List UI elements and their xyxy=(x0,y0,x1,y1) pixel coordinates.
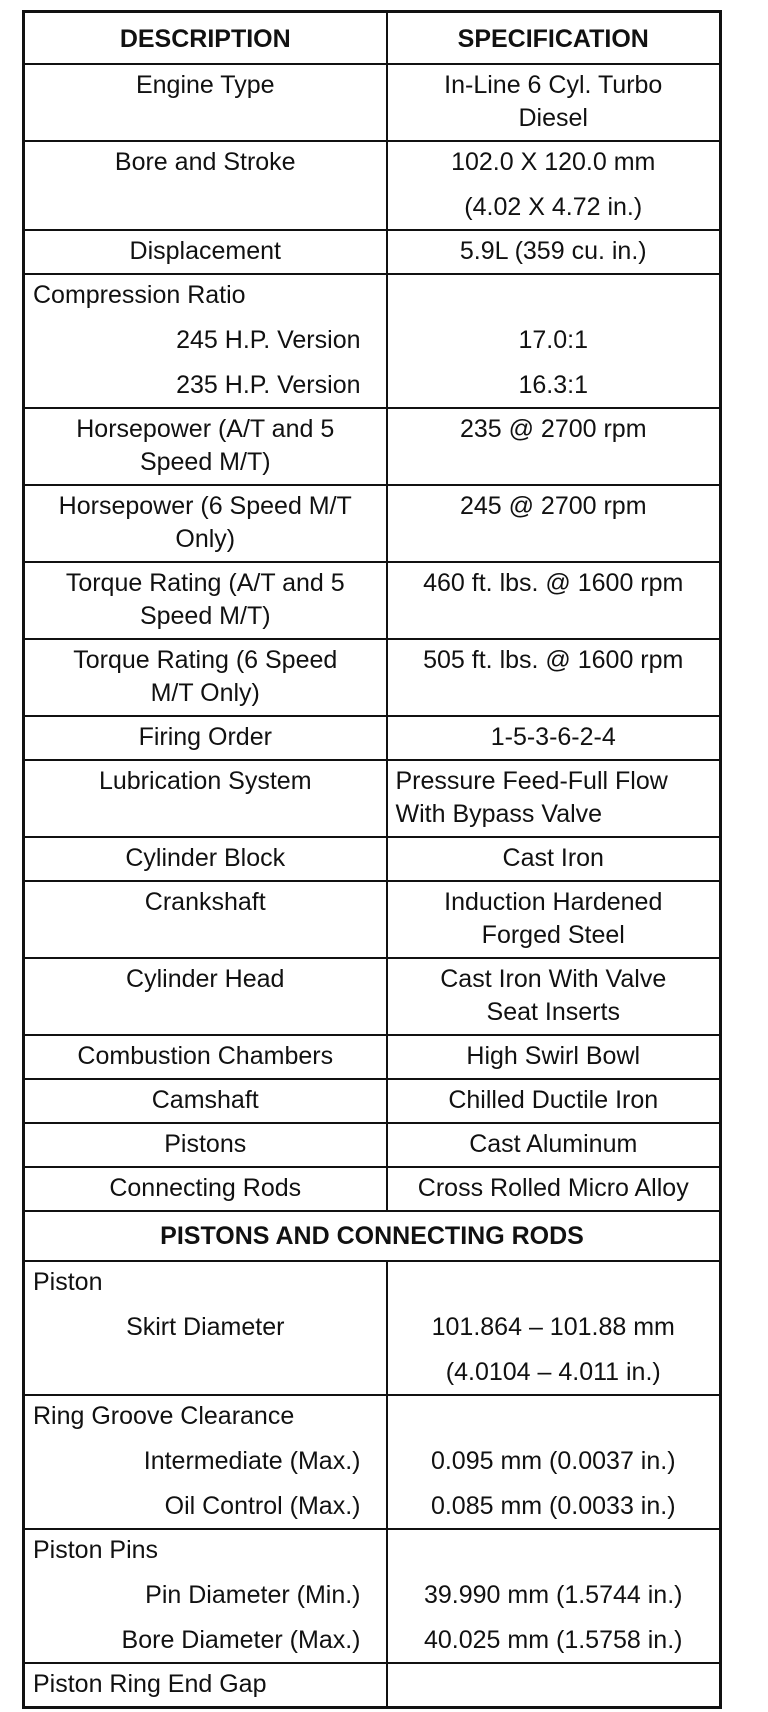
displacement-label: Displacement xyxy=(24,230,387,274)
lubrication-label: Lubrication System xyxy=(24,760,387,837)
table-row xyxy=(24,64,721,141)
table-row xyxy=(24,1167,721,1211)
connecting-rods-value: Cross Rolled Micro Alloy xyxy=(387,1167,721,1211)
table-header-row xyxy=(24,12,721,65)
horsepower-at5-value: 235 @ 2700 rpm xyxy=(387,408,721,485)
torque-at5-value: 460 ft. lbs. @ 1600 rpm xyxy=(387,562,721,639)
piston-values: 101.864 – 101.88 mm (4.0104 – 4.011 in.) xyxy=(387,1261,721,1395)
horsepower-6-value: 245 @ 2700 rpm xyxy=(387,485,721,562)
piston-label: Piston Skirt Diameter xyxy=(24,1261,387,1395)
horsepower-at5-label: Horsepower (A/T and 5 Speed M/T) xyxy=(24,408,387,485)
description-column-header: DESCRIPTION xyxy=(24,12,387,65)
firing-order-label: Firing Order xyxy=(24,716,387,760)
table-row xyxy=(24,274,721,408)
bore-stroke-label: Bore and Stroke xyxy=(24,141,387,230)
section-title-pistons-rods: PISTONS AND CONNECTING RODS xyxy=(24,1211,721,1261)
table-row xyxy=(24,485,721,562)
pistons-label: Pistons xyxy=(24,1123,387,1167)
camshaft-value: Chilled Ductile Iron xyxy=(387,1079,721,1123)
lubrication-value: Pressure Feed-Full Flow With Bypass Valve xyxy=(387,760,721,837)
combustion-chambers-value: High Swirl Bowl xyxy=(387,1035,721,1079)
table-row xyxy=(24,1529,721,1663)
table-row xyxy=(24,562,721,639)
cylinder-block-label: Cylinder Block xyxy=(24,837,387,881)
table-row xyxy=(24,1123,721,1167)
ring-groove-values: 0.095 mm (0.0037 in.) 0.085 mm (0.0033 in.) xyxy=(387,1395,721,1529)
section-header-row xyxy=(24,1211,721,1261)
table-row xyxy=(24,958,721,1035)
camshaft-label: Camshaft xyxy=(24,1079,387,1123)
torque-6-value: 505 ft. lbs. @ 1600 rpm xyxy=(387,639,721,716)
specification-column-header: SPECIFICATION xyxy=(387,12,721,65)
ring-end-gap-value xyxy=(387,1663,721,1708)
engine-type-value: In-Line 6 Cyl. Turbo Diesel xyxy=(387,64,721,141)
engine-specification-table xyxy=(22,10,722,1709)
torque-6-label: Torque Rating (6 Speed M/T Only) xyxy=(24,639,387,716)
connecting-rods-label: Connecting Rods xyxy=(24,1167,387,1211)
ring-groove-label: Ring Groove Clearance Intermediate (Max.) Oil Control (Max.) xyxy=(24,1395,387,1529)
table-row xyxy=(24,408,721,485)
torque-at5-label: Torque Rating (A/T and 5 Speed M/T) xyxy=(24,562,387,639)
horsepower-6-label: Horsepower (6 Speed M/T Only) xyxy=(24,485,387,562)
table-row xyxy=(24,230,721,274)
crankshaft-value: Induction Hardened Forged Steel xyxy=(387,881,721,958)
table-row xyxy=(24,716,721,760)
ring-end-gap-label: Piston Ring End Gap xyxy=(24,1663,387,1708)
cylinder-head-label: Cylinder Head xyxy=(24,958,387,1035)
compression-ratio-values: 17.0:1 16.3:1 xyxy=(387,274,721,408)
crankshaft-label: Crankshaft xyxy=(24,881,387,958)
pistons-value: Cast Aluminum xyxy=(387,1123,721,1167)
cylinder-head-value: Cast Iron With Valve Seat Inserts xyxy=(387,958,721,1035)
table-row xyxy=(24,1663,721,1708)
table-row xyxy=(24,141,721,230)
engine-type-label: Engine Type xyxy=(24,64,387,141)
compression-ratio-label: Compression Ratio 245 H.P. Version 235 H.P. Version xyxy=(24,274,387,408)
table-row xyxy=(24,1035,721,1079)
bore-stroke-value: 102.0 X 120.0 mm (4.02 X 4.72 in.) xyxy=(387,141,721,230)
table-row xyxy=(24,1261,721,1395)
piston-pins-label: Piston Pins Pin Diameter (Min.) Bore Diameter (Max.) xyxy=(24,1529,387,1663)
combustion-chambers-label: Combustion Chambers xyxy=(24,1035,387,1079)
cylinder-block-value: Cast Iron xyxy=(387,837,721,881)
table-row xyxy=(24,837,721,881)
table-row xyxy=(24,760,721,837)
table-row xyxy=(24,1079,721,1123)
table-row xyxy=(24,1395,721,1529)
table-row xyxy=(24,881,721,958)
firing-order-value: 1-5-3-6-2-4 xyxy=(387,716,721,760)
table-row xyxy=(24,639,721,716)
displacement-value: 5.9L (359 cu. in.) xyxy=(387,230,721,274)
piston-pins-values: 39.990 mm (1.5744 in.) 40.025 mm (1.5758 in.) xyxy=(387,1529,721,1663)
